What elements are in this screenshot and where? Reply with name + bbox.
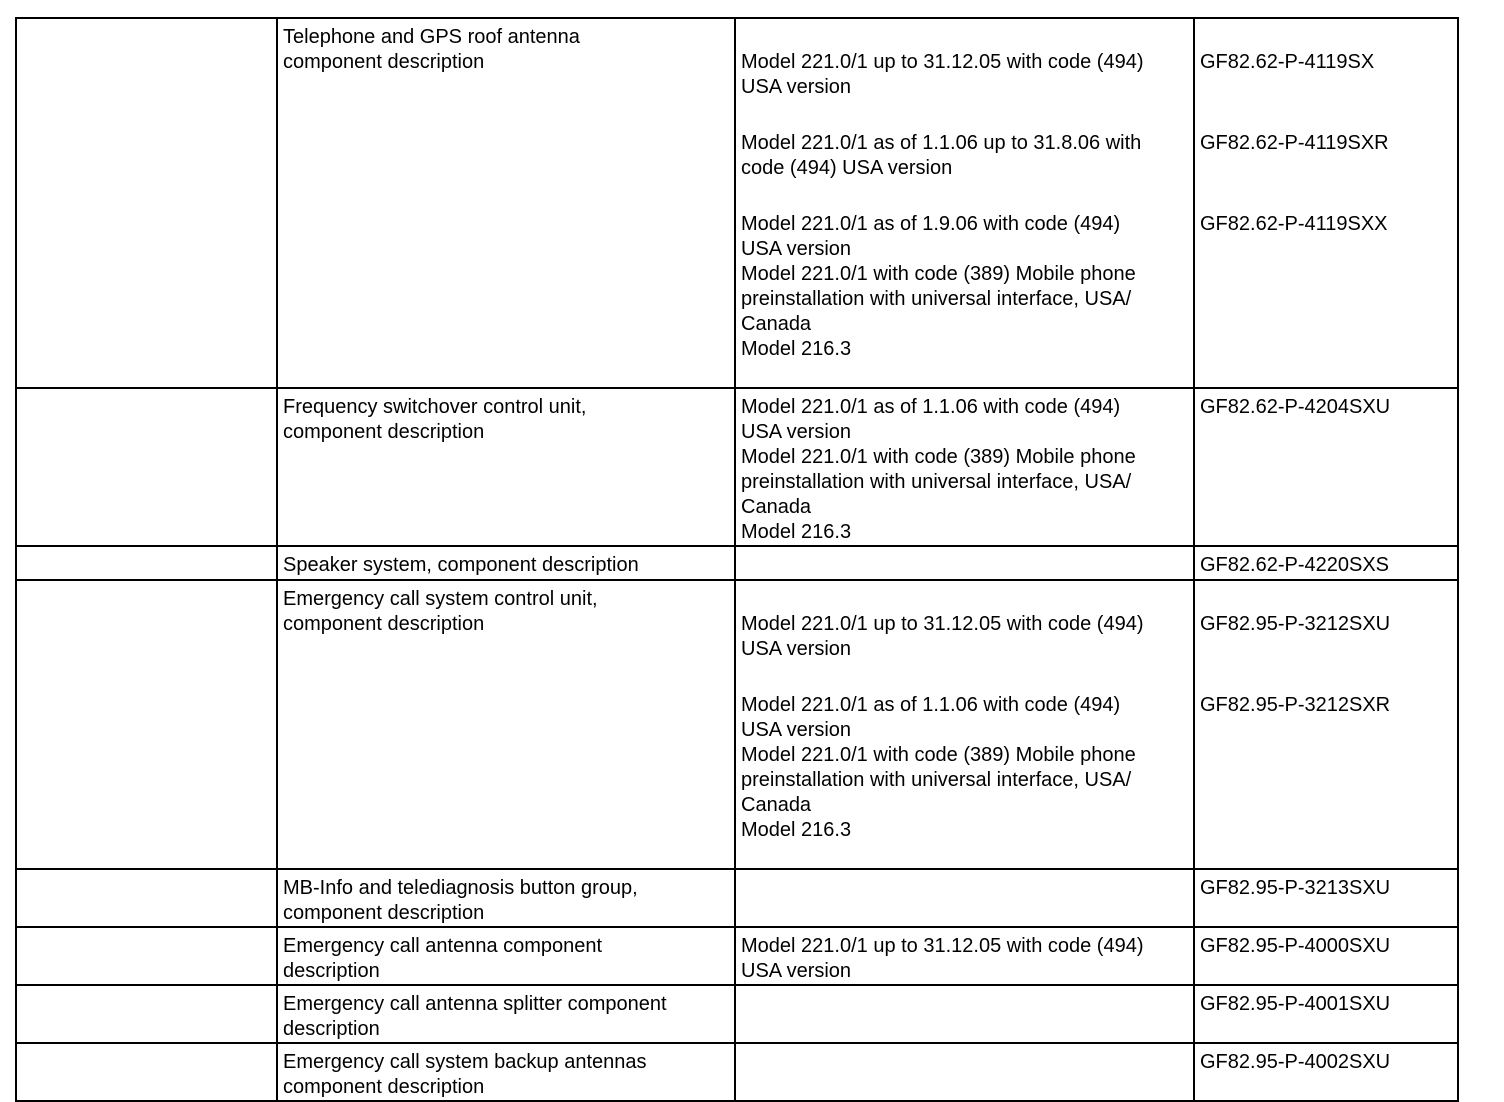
empty-cell bbox=[16, 388, 277, 546]
document-code: GF82.95-P-3212SXR bbox=[1200, 694, 1391, 716]
table-row bbox=[16, 388, 1458, 546]
document-code: GF82.95-P-4001SXU bbox=[1194, 985, 1458, 1043]
component-description: Telephone and GPS roof antenna component description bbox=[277, 18, 735, 388]
empty-cell bbox=[16, 580, 277, 869]
document-code: GF82.95-P-4002SXU bbox=[1194, 1043, 1458, 1101]
empty-cell bbox=[16, 985, 277, 1043]
component-description: Speaker system, component description bbox=[277, 546, 735, 580]
applicability-text: Model 221.0/1 as of 1.1.06 up to 31.8.06 with code (494) USA version bbox=[741, 132, 1142, 179]
applicability-text bbox=[735, 546, 1194, 580]
component-description: Emergency call antenna splitter component description bbox=[277, 985, 735, 1043]
applicability-text: Model 221.0/1 as of 1.9.06 with code (494) USA version Model 221.0/1 with code (389) Mobile phone preinstallation with universal interface, USA/ Canada Model 216.3 bbox=[741, 213, 1136, 360]
applicability-cell bbox=[735, 580, 1194, 869]
component-description: MB-Info and telediagnosis button group, component description bbox=[277, 869, 735, 927]
empty-cell bbox=[16, 18, 277, 388]
document-table bbox=[15, 17, 1459, 1102]
table-row bbox=[16, 18, 1458, 388]
table-row bbox=[16, 580, 1458, 869]
document-code-cell bbox=[1194, 18, 1458, 388]
table-row bbox=[16, 1043, 1458, 1101]
empty-cell bbox=[16, 546, 277, 580]
table-row bbox=[16, 869, 1458, 927]
table-row bbox=[16, 927, 1458, 985]
document-code: GF82.95-P-3213SXU bbox=[1194, 869, 1458, 927]
document-code: GF82.95-P-4000SXU bbox=[1194, 927, 1458, 985]
empty-cell bbox=[16, 869, 277, 927]
applicability-cell bbox=[735, 18, 1194, 388]
applicability-text: Model 221.0/1 up to 31.12.05 with code (494) USA version bbox=[735, 927, 1194, 985]
applicability-text: Model 221.0/1 up to 31.12.05 with code (494) USA version bbox=[741, 51, 1144, 98]
document-code: GF82.62-P-4220SXS bbox=[1194, 546, 1458, 580]
document-code: GF82.62-P-4119SXX bbox=[1200, 213, 1388, 235]
applicability-text bbox=[735, 869, 1194, 927]
document-code-cell bbox=[1194, 580, 1458, 869]
component-description: Frequency switchover control unit, component description bbox=[277, 388, 735, 546]
applicability-text: Model 221.0/1 up to 31.12.05 with code (494) USA version bbox=[741, 613, 1144, 660]
applicability-text: Model 221.0/1 as of 1.1.06 with code (494) USA version Model 221.0/1 with code (389) Mobile phone preinstallation with universal interface, USA/ Canada Model 216.3 bbox=[741, 694, 1136, 841]
component-description: Emergency call system control unit, component description bbox=[277, 580, 735, 869]
component-description: Emergency call system backup antennas component description bbox=[277, 1043, 735, 1101]
empty-cell bbox=[16, 1043, 277, 1101]
component-description: Emergency call antenna component description bbox=[277, 927, 735, 985]
document-code: GF82.95-P-3212SXU bbox=[1200, 613, 1391, 635]
empty-cell bbox=[16, 927, 277, 985]
document-code: GF82.62-P-4119SXR bbox=[1200, 132, 1389, 154]
applicability-text bbox=[735, 1043, 1194, 1101]
document-code: GF82.62-P-4119SX bbox=[1200, 51, 1375, 73]
document-code: GF82.62-P-4204SXU bbox=[1194, 388, 1458, 546]
table-row bbox=[16, 546, 1458, 580]
table-row bbox=[16, 985, 1458, 1043]
applicability-text bbox=[735, 985, 1194, 1043]
applicability-text: Model 221.0/1 as of 1.1.06 with code (494) USA version Model 221.0/1 with code (389) Mobile phone preinstallation with universal interface, USA/ Canada Model 216.3 bbox=[735, 388, 1194, 546]
